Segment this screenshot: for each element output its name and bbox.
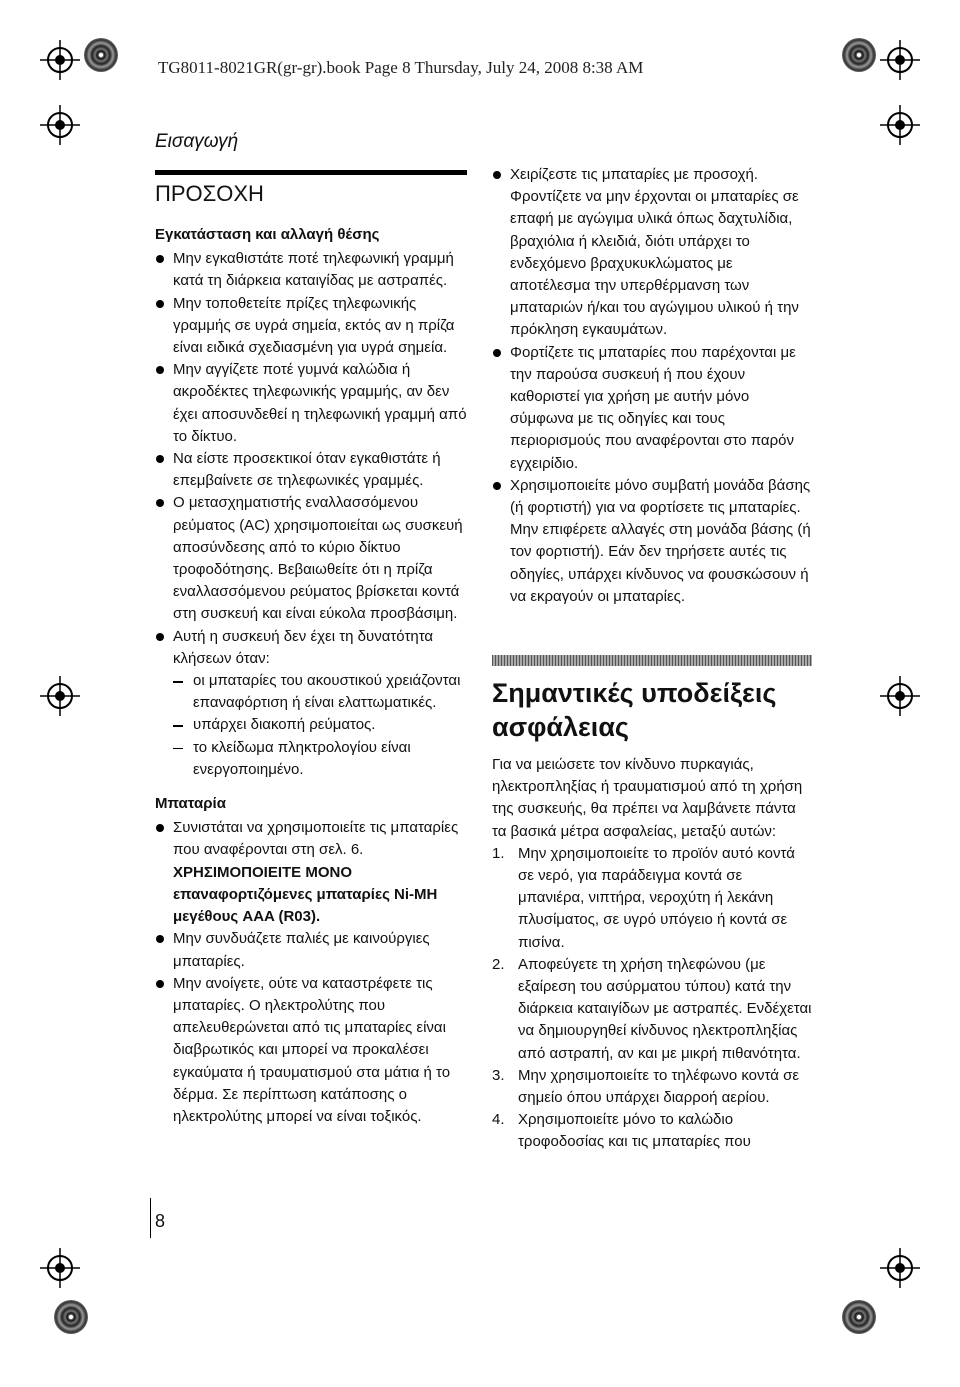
- page-number-rule: [150, 1198, 151, 1238]
- book-header: TG8011-8021GR(gr-gr).book Page 8 Thursday, July 24, 2008 8:38 AM: [158, 58, 644, 77]
- item-number: 2.: [492, 955, 505, 973]
- list-item: Μην εγκαθιστάτε ποτέ τηλεφωνική γραμμή κατά τη διάρκεια καταιγίδας με αστραπές.: [155, 248, 467, 292]
- item-text: Αποφεύγετε τη χρήση τηλεφώνου (με εξαίρεση του ασύρματου τύπου) κατά την διάρκεια καταιγίδων με αστραπές. Ενδέχεται να δημιουργηθεί κίνδυνος ηλεκτροπληξίας από αστραπή, αν και με μικρή πιθανότητα.: [518, 955, 812, 1062]
- registration-mark-icon: [40, 1248, 80, 1288]
- corner-disc-icon: [84, 38, 118, 72]
- list-item: Μην συνδυάζετε παλιές με καινούργιες μπαταρίες.: [155, 928, 467, 972]
- registration-mark-icon: [880, 676, 920, 716]
- list-item-bold-text: ΧΡΗΣΙΜΟΠΟΙΕΙΤΕ ΜΟΝΟ επαναφορτιζόμενες μπαταρίες Ni-MH μεγέθους AAA (R03).: [173, 863, 438, 926]
- caution-title: ΠΡΟΣΟΧΗ: [155, 181, 264, 206]
- item-number: 3.: [492, 1066, 505, 1084]
- section-label: Εισαγωγή: [155, 131, 239, 152]
- corner-disc-icon: [842, 38, 876, 72]
- registration-mark-icon: [40, 40, 80, 80]
- corner-disc-icon: [54, 1300, 88, 1334]
- battery-heading: Μπαταρία: [155, 795, 226, 813]
- registration-mark-icon: [880, 1248, 920, 1288]
- item-text: Μην χρησιμοποιείτε το τηλέφωνο κοντά σε σημείο όπου υπάρχει διαρροή αερίου.: [518, 1066, 800, 1107]
- list-item: Μην τοποθετείτε πρίζες τηλεφωνικής γραμμής σε υγρά σημεία, εκτός αν η πρίζα είναι ειδικά σχεδιασμένη για υγρά σημεία.: [155, 293, 467, 360]
- list-item: Μην αγγίζετε ποτέ γυμνά καλώδια ή ακροδέκτες τηλεφωνικής γραμμής, αν δεν έχει αποσυνδεθεί η τηλεφωνική γραμμή από το δίκτυο.: [155, 359, 467, 448]
- item-text: Χρησιμοποιείτε μόνο το καλώδιο τροφοδοσίας και τις μπαταρίες που: [518, 1111, 751, 1151]
- install-heading: Εγκατάσταση και αλλαγή θέσης: [155, 226, 380, 243]
- numbered-item: [492, 1065, 812, 1109]
- registration-mark-icon: [40, 105, 80, 145]
- numbered-item: [492, 1109, 812, 1153]
- section-rule: [155, 170, 467, 175]
- list-item: Ο μετασχηματιστής εναλλασσόμενου ρεύματος (AC) χρησιμοποιείται ως συσκευή αποσύνδεσης από το κύριο δίκτυο τροφοδότησης. Βεβαιωθείτε ότι η πρίζα εναλλασσόμενου ρεύματος βρίσκεται κοντά στη συσκευή και είναι εύκολα προσβάσιμη.: [155, 492, 467, 625]
- list-item-text: Συνιστάται να χρησιμοποιείτε τις μπαταρίες που αναφέρονται στη σελ. 6.: [173, 819, 459, 859]
- safety-section: [492, 676, 812, 1154]
- safety-title: Σημαντικές υποδείξεις ασφάλειας: [492, 678, 777, 742]
- list-item: Φορτίζετε τις μπαταρίες που παρέχονται με την παρούσα συσκευή ή που έχουν καθοριστεί για χρήση με αυτήν μόνο σύμφωνα με τις οδηγίες και τους περιορισμούς που αναφέρονται στο παρόν εγχειρίδιο.: [492, 342, 812, 475]
- numbered-item: [492, 843, 812, 954]
- left-column: [155, 180, 467, 1128]
- list-item: Χρησιμοποιείτε μόνο συμβατή μονάδα βάσης (ή φορτιστή) για να φορτίσετε τις μπαταρίες. Μην επιφέρετε αλλαγές στη μονάδα βάσης (ή τον φορτιστή). Εάν δεν τηρήσετε αυτές τις οδηγίες, υπάρχει κίνδυνος να φουσκώσουν ή να εκραγούν οι μπαταρίες.: [492, 475, 812, 608]
- dash-item: υπάρχει διακοπή ρεύματος.: [155, 714, 467, 736]
- list-item: Μην ανοίγετε, ούτε να καταστρέφετε τις μπαταρίες. Ο ηλεκτρολύτης που απελευθερώνεται από τις μπαταρίες είναι διαβρωτικός και μπορεί να προκαλέσει εγκαύματα ή τραυματισμού στα μάτια ή το δέρμα. Σε περίπτωση κατάποσης ο ηλεκτρολύτης μπορεί να είναι τοξικός.: [155, 973, 467, 1128]
- dash-item: το κλείδωμα πληκτρολογίου είναι ενεργοποιημένο.: [155, 737, 467, 781]
- safety-intro: Για να μειώσετε τον κίνδυνο πυρκαγιάς, ηλεκτροπληξίας ή τραυματισμού από τη χρήση της συσκευής, θα πρέπει να λαμβάνετε πάντα τα βασικά μέτρα ασφαλείας, μεταξύ αυτών:: [492, 756, 803, 840]
- item-number: 1.: [492, 844, 505, 862]
- registration-mark-icon: [880, 105, 920, 145]
- item-text: Μην χρησιμοποιείτε το προϊόν αυτό κοντά σε νερό, για παράδειγμα κοντά σε μπανιέρα, νιπτήρα, νεροχύτη ή λεκάνη πλυσίματος, σε υγρό υπόγειο ή κοντά σε πισίνα.: [518, 844, 795, 951]
- dash-item: οι μπαταρίες του ακουστικού χρειάζονται επαναφόρτιση ή είναι ελαττωματικές.: [155, 670, 467, 714]
- registration-mark-icon: [880, 40, 920, 80]
- registration-mark-icon: [40, 676, 80, 716]
- page-number: 8: [155, 1211, 166, 1231]
- item-number: 4.: [492, 1111, 505, 1129]
- corner-disc-icon: [842, 1300, 876, 1334]
- list-item: Αυτή η συσκευή δεν έχει τη δυνατότητα κλήσεων όταν:: [155, 626, 467, 670]
- list-item: Χειρίζεστε τις μπαταρίες με προσοχή. Φροντίζετε να μην έρχονται οι μπαταρίες σε επαφή με αγώγιμα υλικά όπως δαχτυλίδια, βραχιόλια ή κλειδιά, διότι υπάρχει το ενδεχόμενο βραχυκυκλώματος με αποτέλεσμα την υπερθέρμανση των μπαταριών ή/και του αγώγιμου υλικού ή την πρόκληση εγκαυμάτων.: [492, 164, 812, 342]
- numbered-item: [492, 954, 812, 1065]
- right-column: [492, 164, 812, 608]
- list-item: Να είστε προσεκτικοί όταν εγκαθιστάτε ή επεμβαίνετε σε τηλεφωνικές γραμμές.: [155, 448, 467, 492]
- list-item: [155, 817, 467, 928]
- section-divider: [492, 655, 812, 666]
